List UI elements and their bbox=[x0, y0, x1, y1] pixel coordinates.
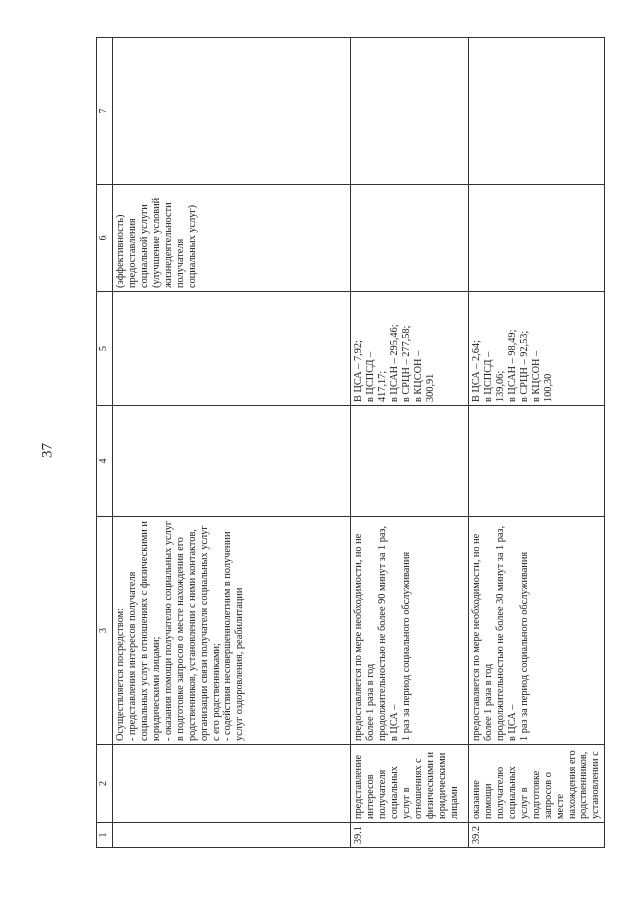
cell-description: предоставляется по мере необходимости, но не более 1 раза в год продолжительностью не более 90 минут за 1 раз, в ЦСА – 1 раз за период социального обслуживания bbox=[351, 517, 469, 745]
cell-description: Осуществляется посредством: - представления интересов получателя социальных услуг в отношениях с физическими и юридическими лицами; - оказания помощи получателю социальных услуг в подготовке запросов о месте нахождения его родственников, установлении с ними контактов, организации связи получателя социальных услуг с его родственниками; - содействия несовершеннолетним в получении услуг оздоровления, реабилитации bbox=[113, 517, 351, 745]
col-header-1: 1 bbox=[97, 823, 113, 848]
cell-col4 bbox=[469, 406, 605, 517]
cell-quality bbox=[469, 185, 605, 292]
col-header-4: 4 bbox=[97, 406, 113, 517]
cell-service-name: представление интересов получателя социальных услуг в отношениях с физическими и юридическими лицами bbox=[351, 745, 469, 823]
cell-tariff: В ЦСА – 2,64; в ЦСПСД – 139,06; в ЦСАН – 98,49; в СРЦН – 92,53; в КЦСОН – 100,30 bbox=[469, 292, 605, 406]
table-row bbox=[113, 38, 351, 848]
cell-col4 bbox=[351, 406, 469, 517]
cell-description: предоставляется по мере необходимости, но не более 1 раза в год продолжительностью не более 30 минут за 1 раз, в ЦСА – 1 раз за период социального обслуживания bbox=[469, 517, 605, 745]
cell-tariff: В ЦСА – 7,92; в ЦСПСД – 417,17; в ЦСАН – 295,46; в СРЦН – 277,58; в КЦСОН – 300,91 bbox=[351, 292, 469, 406]
cell-service-name: оказание помощи получателю социальных услуг в подготовке запросов о месте нахождения его родственников, установлении с bbox=[469, 745, 605, 823]
cell-tariff bbox=[113, 292, 351, 406]
cell-number: 39.2 bbox=[469, 823, 605, 848]
cell-col7 bbox=[351, 38, 469, 185]
cell-col4 bbox=[113, 406, 351, 517]
cell-col7 bbox=[113, 38, 351, 185]
col-header-3: 3 bbox=[97, 517, 113, 745]
cell-number: 39.1 bbox=[351, 823, 469, 848]
col-header-7: 7 bbox=[97, 38, 113, 185]
cell-number bbox=[113, 823, 351, 848]
cell-quality: (эффективность) предоставления социальной услуги (улучшение условий жизнедеятельности получателя социальных услуг) bbox=[113, 185, 351, 292]
col-header-5: 5 bbox=[97, 292, 113, 406]
cell-col7 bbox=[469, 38, 605, 185]
table-row bbox=[351, 38, 469, 848]
page-number: 37 bbox=[39, 443, 56, 458]
services-table bbox=[96, 37, 605, 848]
cell-quality bbox=[351, 185, 469, 292]
rotated-table-sheet bbox=[96, 38, 602, 848]
table-row bbox=[469, 38, 605, 848]
col-header-2: 2 bbox=[97, 745, 113, 823]
col-header-6: 6 bbox=[97, 185, 113, 292]
header-row bbox=[97, 38, 113, 848]
cell-service-name bbox=[113, 745, 351, 823]
